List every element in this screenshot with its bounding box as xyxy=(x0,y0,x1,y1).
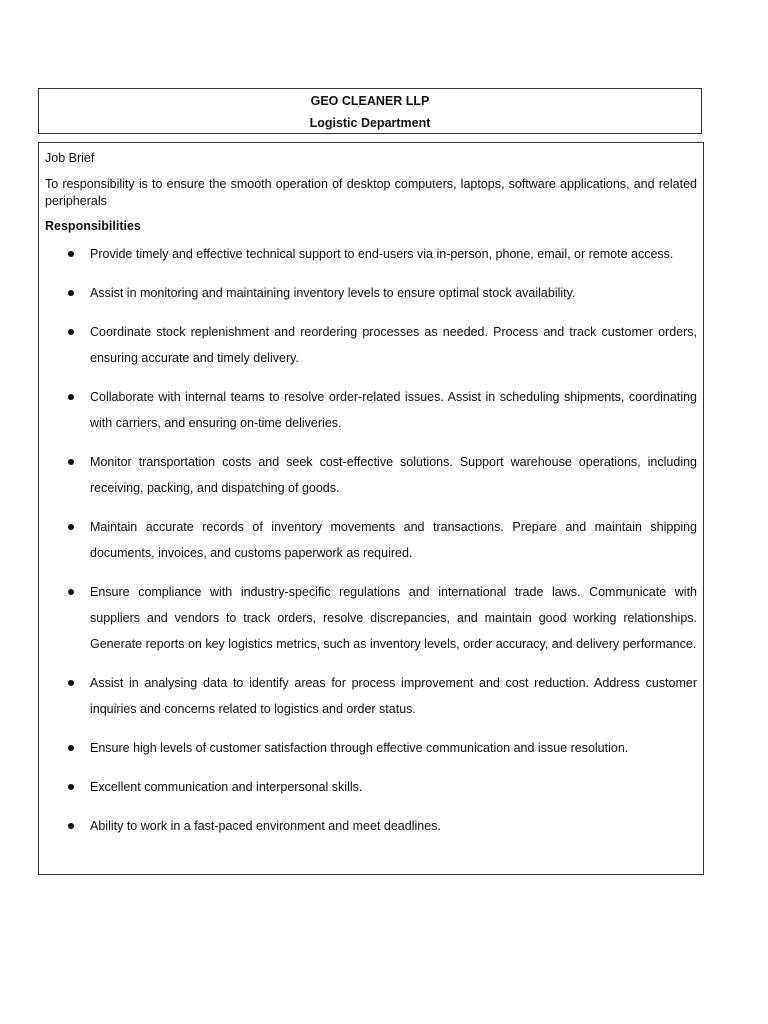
list-item xyxy=(39,579,703,657)
list-item xyxy=(39,735,703,761)
list-item xyxy=(39,241,703,267)
list-item xyxy=(39,319,703,371)
list-item xyxy=(39,449,703,501)
bullet-icon xyxy=(68,251,74,257)
list-item-text: Assist in monitoring and maintaining inventory levels to ensure optimal stock availability. xyxy=(90,286,576,300)
bullet-icon xyxy=(68,680,74,686)
list-item xyxy=(39,813,703,839)
bullet-icon xyxy=(68,290,74,296)
bullet-icon xyxy=(68,745,74,751)
list-item-text: Collaborate with internal teams to resolve order-related issues. Assist in scheduling shipments, coordinating with carriers, and ensuring on-time deliveries. xyxy=(90,390,697,430)
list-item xyxy=(39,774,703,800)
list-item xyxy=(39,384,703,436)
list-item-text: Provide timely and effective technical support to end-users via in-person, phone, email, or remote access. xyxy=(90,247,674,261)
responsibilities-list xyxy=(39,241,703,852)
company-name: GEO CLEANER LLP xyxy=(310,94,430,108)
job-brief-heading: Job Brief xyxy=(45,151,95,165)
list-item-text: Maintain accurate records of inventory movements and transactions. Prepare and maintain shipping documents, invoices, and customs paperwork as required. xyxy=(90,520,697,560)
bullet-icon xyxy=(68,459,74,465)
bullet-icon xyxy=(68,823,74,829)
list-item-text: Assist in analysing data to identify areas for process improvement and cost reduction. Address customer inquiries and concerns related to logistics and order status. xyxy=(90,676,697,716)
bullet-icon xyxy=(68,589,74,595)
responsibilities-heading: Responsibilities xyxy=(45,219,141,233)
list-item xyxy=(39,280,703,306)
department-name: Logistic Department xyxy=(309,116,431,130)
list-item-text: Monitor transportation costs and seek cost-effective solutions. Support warehouse operations, including receiving, packing, and dispatching of goods. xyxy=(90,455,697,495)
list-item-text: Ensure compliance with industry-specific regulations and international trade laws. Communicate with suppliers and vendors to track orders, resolve discrepancies, and maintain good working relationships. Generate reports on key logistics metrics, such as inventory levels, order accuracy, and delivery performance. xyxy=(90,585,697,651)
list-item-text: Excellent communication and interpersonal skills. xyxy=(90,780,363,794)
list-item-text: Ability to work in a fast-paced environment and meet deadlines. xyxy=(90,819,441,833)
bullet-icon xyxy=(68,784,74,790)
bullet-icon xyxy=(68,329,74,335)
bullet-icon xyxy=(68,524,74,530)
job-brief-text: To responsibility is to ensure the smooth operation of desktop computers, laptops, software applications, and related peripherals xyxy=(45,177,697,208)
header-box xyxy=(38,88,702,134)
list-item xyxy=(39,670,703,722)
bullet-icon xyxy=(68,394,74,400)
content-box xyxy=(38,142,704,875)
list-item-text: Ensure high levels of customer satisfaction through effective communication and issue resolution. xyxy=(90,741,629,755)
list-item-text: Coordinate stock replenishment and reordering processes as needed. Process and track customer orders, ensuring accurate and timely delivery. xyxy=(90,325,697,365)
list-item xyxy=(39,514,703,566)
